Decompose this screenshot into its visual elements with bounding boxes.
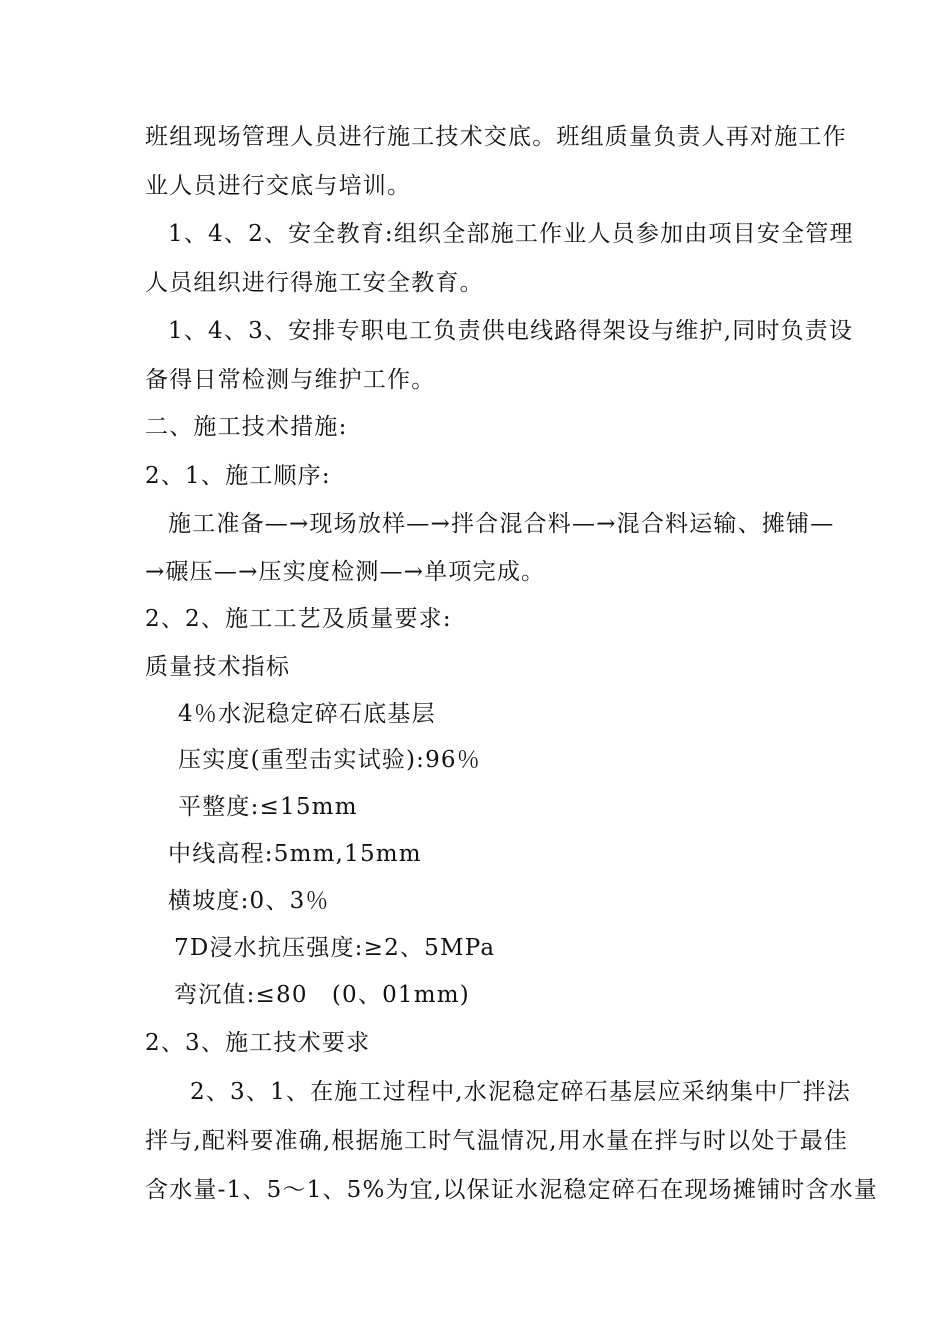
paragraph-line: 含水量-1、5～1、5%为宜,以保证水泥稳定碎石在现场摊铺时含水量: [145, 1177, 879, 1203]
paragraph-line: 业人员进行交底与培训。: [145, 173, 412, 199]
paragraph-line: 1、4、3、安排专职电工负责供电线路得架设与维护,同时负责设: [168, 318, 854, 344]
subsection-heading: 2、1、施工顺序:: [145, 463, 331, 489]
spec-line: 压实度(重型击实试验):96％: [178, 747, 481, 773]
paragraph-line: →碾压—→压实度检测—→单项完成。: [145, 559, 546, 585]
paragraph-line: 1、4、2、安全教育:组织全部施工作业人员参加由项目安全管理: [168, 221, 854, 247]
paragraph-line: 班组现场管理人员进行施工技术交底。班组质量负责人再对施工作: [145, 124, 847, 150]
paragraph-line: 拌与,配料要准确,根据施工时气温情况,用水量在拌与时以处于最佳: [145, 1128, 849, 1154]
subsection-heading: 2、3、施工技术要求: [145, 1030, 371, 1056]
spec-line: 4％水泥稳定碎石底基层: [178, 701, 436, 727]
spec-line: 横坡度:0、3％: [168, 888, 330, 914]
paragraph-line: 人员组织进行得施工安全教育。: [145, 270, 484, 296]
paragraph-line: 施工准备—→现场放样—→拌合混合料—→混合料运输、摊铺—: [168, 511, 835, 537]
paragraph-line: 质量技术指标: [145, 654, 291, 680]
spec-line: 中线高程:5mm,15mm: [168, 841, 422, 867]
subsection-heading: 2、2、施工工艺及质量要求:: [145, 606, 452, 632]
paragraph-line: 备得日常检测与维护工作。: [145, 367, 436, 393]
section-heading: 二、施工技术措施:: [145, 414, 348, 440]
spec-line: 弯沉值:≤80 (0、01mm): [174, 982, 470, 1008]
spec-line: 平整度:≤15mm: [178, 794, 358, 820]
spec-line: 7D浸水抗压强度:≥2、5MPa: [174, 935, 496, 961]
paragraph-line: 2、3、1、在施工过程中,水泥稳定碎石基层应采纳集中厂拌法: [190, 1079, 852, 1105]
